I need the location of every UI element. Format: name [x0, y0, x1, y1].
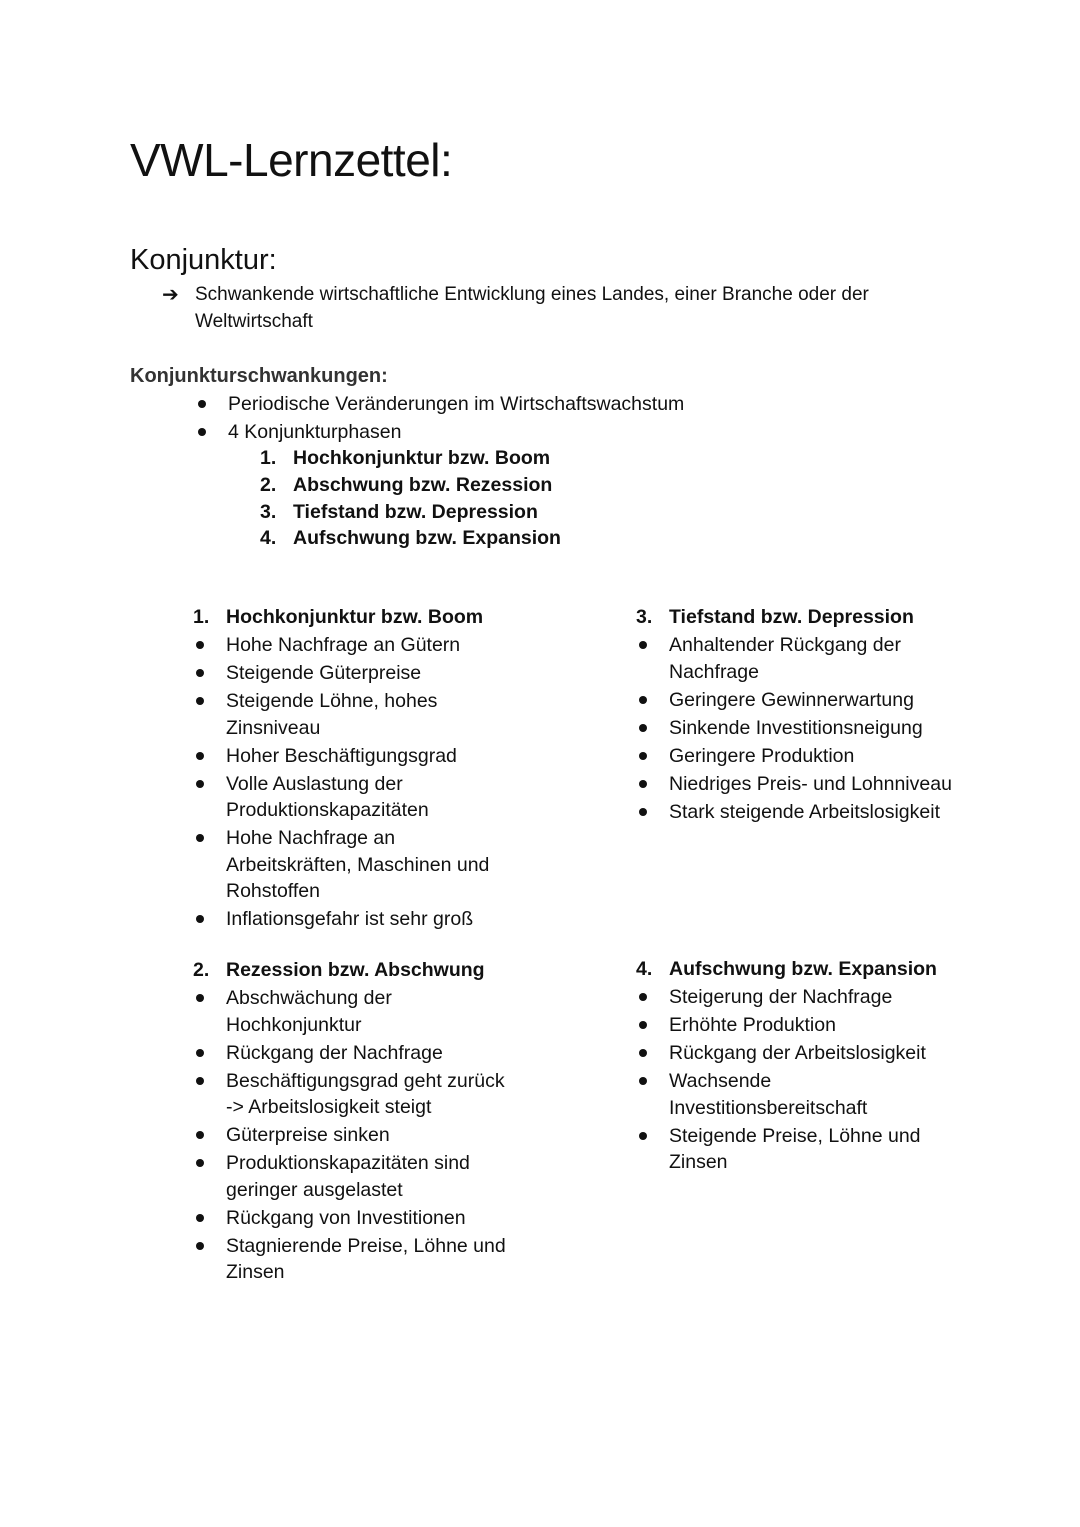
- bullet-icon: [639, 641, 647, 649]
- section-expansion: [636, 956, 966, 1177]
- bullet-icon: [639, 1077, 647, 1085]
- list-item: Geringere Gewinnerwartung: [636, 687, 966, 714]
- bullet-icon: [198, 400, 206, 408]
- bullet-icon: [196, 834, 204, 842]
- page-title: VWL-Lernzettel:: [130, 134, 453, 186]
- bullet-icon: [196, 1242, 204, 1250]
- phase-item: 4. Aufschwung bzw. Expansion: [260, 527, 561, 550]
- section-title: 1. Hochkonjunktur bzw. Boom: [193, 606, 484, 628]
- list-item: 4 Konjunkturphasen: [195, 419, 895, 446]
- bullet-icon: [196, 641, 204, 649]
- list-item: Produktionskapazitäten sind geringer ausgelastet: [193, 1150, 513, 1203]
- list-item: Steigende Löhne, hohes Zinsniveau: [193, 688, 513, 741]
- bullet-icon: [639, 696, 647, 704]
- section-rezession: [193, 957, 513, 1287]
- list-item: Stagnierende Preise, Löhne und Zinsen: [193, 1233, 513, 1286]
- bullet-icon: [196, 994, 204, 1002]
- section-list: [193, 632, 513, 933]
- bullet-icon: [196, 752, 204, 760]
- list-item: Volle Auslastung der Produktionskapazitäten: [193, 771, 513, 824]
- list-item: Periodische Veränderungen im Wirtschaftswachstum: [195, 391, 895, 418]
- bullet-icon: [639, 752, 647, 760]
- arrow-right-icon: ➔: [162, 284, 179, 306]
- list-item: Hohe Nachfrage an Gütern: [193, 632, 513, 659]
- list-item: Wachsende Investitionsbereitschaft: [636, 1068, 966, 1121]
- list-item: Sinkende Investitionsneigung: [636, 715, 966, 742]
- bullet-icon: [639, 1021, 647, 1029]
- schwankungen-bullets: [195, 391, 895, 447]
- list-item: Hohe Nachfrage an Arbeitskräften, Maschinen und Rohstoffen: [193, 825, 513, 905]
- list-item: Steigerung der Nachfrage: [636, 984, 966, 1011]
- section-depression: [636, 604, 966, 827]
- section-title: 2. Rezession bzw. Abschwung: [193, 959, 485, 981]
- section-list: [193, 985, 513, 1286]
- list-item: Steigende Preise, Löhne und Zinsen: [636, 1123, 966, 1176]
- section-title: 3. Tiefstand bzw. Depression: [636, 606, 914, 628]
- bullet-icon: [196, 1159, 204, 1167]
- list-item: Stark steigende Arbeitslosigkeit: [636, 799, 966, 826]
- bullet-icon: [196, 1131, 204, 1139]
- list-item: Rückgang der Arbeitslosigkeit: [636, 1040, 966, 1067]
- bullet-icon: [639, 780, 647, 788]
- bullet-icon: [196, 1077, 204, 1085]
- section-title: 4. Aufschwung bzw. Expansion: [636, 958, 937, 980]
- list-item: Rückgang von Investitionen: [193, 1205, 513, 1232]
- bullet-icon: [196, 697, 204, 705]
- konjunktur-definition: [162, 282, 922, 335]
- bullet-icon: [639, 1049, 647, 1057]
- list-item: Anhaltender Rückgang der Nachfrage: [636, 632, 966, 685]
- section-list: [636, 632, 966, 825]
- bullet-icon: [639, 724, 647, 732]
- list-item: Inflationsgefahr ist sehr groß: [193, 906, 513, 933]
- phase-item: 3. Tiefstand bzw. Depression: [260, 500, 538, 523]
- list-item: Abschwächung der Hochkonjunktur: [193, 985, 513, 1038]
- list-item: Steigende Güterpreise: [193, 660, 513, 687]
- list-item: Güterpreise sinken: [193, 1122, 513, 1149]
- section-list: [636, 984, 966, 1176]
- bullet-icon: [196, 669, 204, 677]
- bullet-icon: [196, 1049, 204, 1057]
- list-item: Geringere Produktion: [636, 743, 966, 770]
- bullet-icon: [196, 780, 204, 788]
- phase-item: 2. Abschwung bzw. Rezession: [260, 473, 553, 496]
- definition-text: Schwankende wirtschaftliche Entwicklung eines Landes, einer Branche oder der Weltwirtschaft: [195, 284, 869, 332]
- phases-list: [260, 445, 760, 552]
- bullet-icon: [196, 915, 204, 923]
- phase-item: 1. Hochkonjunktur bzw. Boom: [260, 447, 551, 469]
- list-item: Hoher Beschäftigungsgrad: [193, 743, 513, 770]
- list-item: Niedriges Preis- und Lohnniveau: [636, 771, 966, 798]
- list-item: Rückgang der Nachfrage: [193, 1040, 513, 1067]
- bullet-icon: [196, 1214, 204, 1222]
- list-item: Erhöhte Produktion: [636, 1012, 966, 1039]
- section-boom: [193, 604, 513, 934]
- konjunktur-heading: Konjunktur:: [130, 244, 277, 276]
- list-item: Beschäftigungsgrad geht zurück -> Arbeitslosigkeit steigt: [193, 1068, 513, 1121]
- bullet-icon: [639, 808, 647, 816]
- bullet-icon: [198, 428, 206, 436]
- schwankungen-heading: Konjunkturschwankungen:: [130, 365, 388, 387]
- bullet-icon: [639, 993, 647, 1001]
- bullet-icon: [639, 1132, 647, 1140]
